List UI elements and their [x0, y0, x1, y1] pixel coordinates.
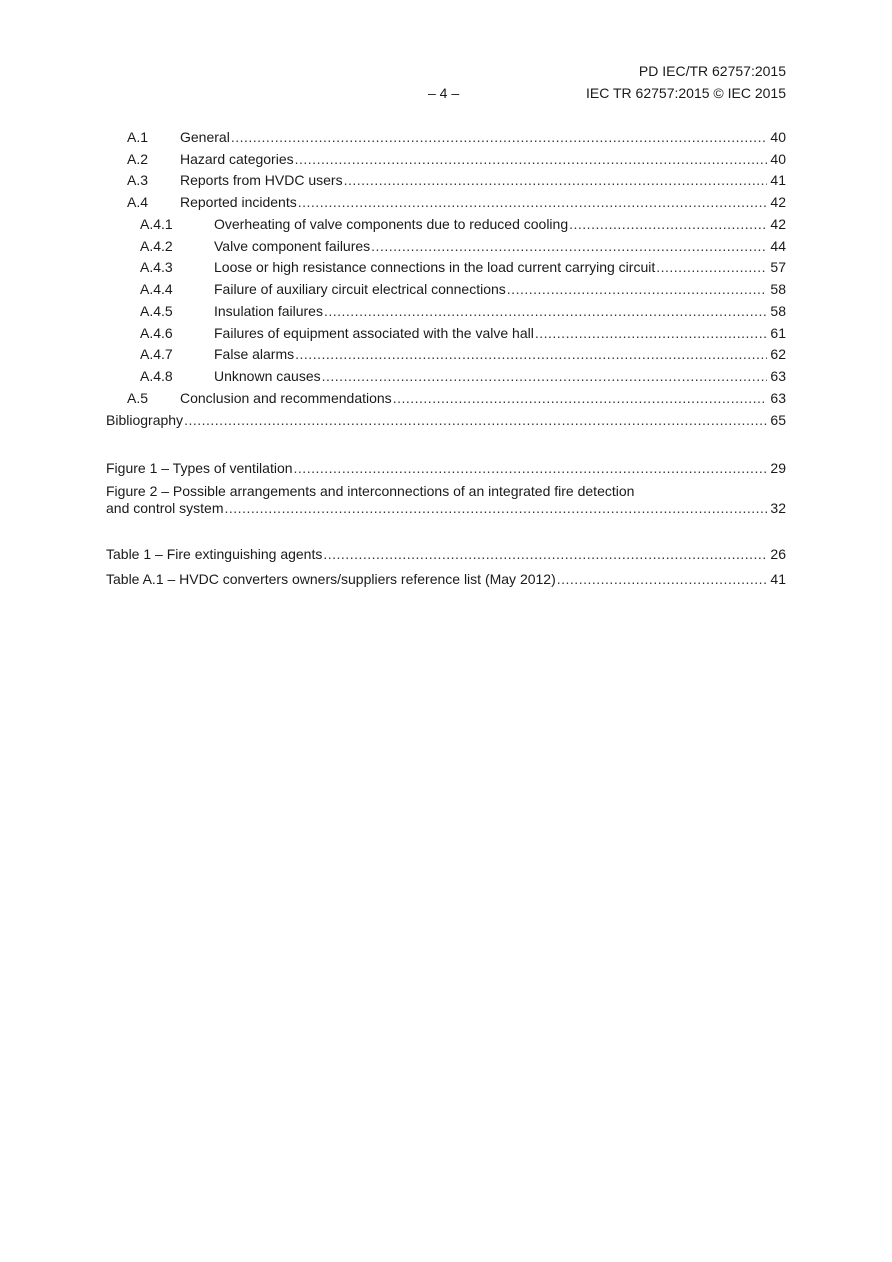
toc-number: A.1	[127, 128, 149, 145]
toc-leader	[656, 257, 767, 278]
toc-leader	[507, 279, 767, 300]
table-page: 41	[770, 570, 786, 587]
toc-number: A.4.6	[140, 324, 173, 341]
toc-leader	[322, 366, 767, 387]
toc-entry[interactable]	[106, 170, 786, 192]
figure-page: 32	[770, 500, 786, 517]
toc-leader	[344, 170, 767, 191]
toc-entry[interactable]	[106, 235, 786, 257]
toc-title: Failures of equipment associated with the valve hall	[214, 324, 534, 341]
toc-title: Valve component failures	[214, 237, 371, 254]
toc-page: 42	[770, 194, 786, 210]
toc-number: A.4.4	[140, 281, 173, 297]
toc-leader	[557, 569, 767, 590]
toc-page: 62	[770, 346, 786, 363]
toc-number: A.4.1	[140, 215, 173, 232]
table-title: Table A.1 – HVDC converters owners/suppliers reference list (May 2012)	[106, 570, 556, 587]
toc-entry[interactable]	[106, 191, 786, 213]
toc-entry[interactable]	[106, 278, 786, 300]
toc-leader	[225, 500, 768, 517]
toc-leader	[298, 192, 767, 213]
table-page: 26	[770, 546, 786, 562]
toc-page: 44	[770, 237, 786, 254]
toc-page: 41	[770, 172, 786, 189]
toc-number: A.2	[127, 150, 149, 167]
list-of-tables-entry[interactable]	[106, 543, 786, 565]
toc-leader	[569, 214, 767, 235]
toc-number: A.4.2	[140, 237, 173, 254]
toc-page: 57	[770, 259, 786, 276]
toc-leader	[371, 236, 767, 257]
toc-number: A.4.3	[140, 259, 173, 276]
toc-leader	[184, 410, 767, 431]
table-title: Table 1 – Fire extinguishing agents	[106, 546, 323, 562]
figure-title-line1: Figure 2 – Possible arrangements and interconnections of an integrated fire detection	[106, 483, 635, 500]
toc-title: Reported incidents	[180, 194, 297, 210]
toc-page: 40	[770, 150, 786, 167]
toc-entry[interactable]	[106, 257, 786, 279]
toc-leader	[323, 544, 767, 565]
list-of-figures-entry[interactable]	[106, 458, 786, 480]
toc-entry[interactable]	[106, 148, 786, 170]
toc-title: Unknown causes	[214, 368, 321, 384]
document-copyright: IEC TR 62757:2015 © IEC 2015	[586, 85, 786, 101]
toc-number: A.5	[127, 389, 149, 406]
toc-leader	[324, 301, 767, 322]
toc-title: Loose or high resistance connections in the load current carrying circuit	[214, 259, 656, 276]
toc-title: Hazard categories	[180, 150, 294, 167]
toc-leader	[231, 127, 767, 148]
toc-title: False alarms	[214, 346, 295, 363]
toc-title: Conclusion and recommendations	[180, 389, 392, 406]
table-of-contents	[106, 126, 786, 590]
list-of-figures-entry[interactable]	[106, 483, 786, 517]
figure-title: Figure 1 – Types of ventilation	[106, 460, 293, 477]
toc-number: A.4	[127, 194, 149, 210]
toc-title: Bibliography	[106, 411, 184, 428]
toc-title: Insulation failures	[214, 302, 323, 319]
toc-title: Reports from HVDC users	[180, 172, 343, 189]
section-gap	[106, 431, 786, 458]
toc-page: 63	[770, 389, 786, 406]
toc-leader	[535, 323, 767, 344]
toc-number: A.4.7	[140, 346, 173, 363]
toc-entry[interactable]	[106, 344, 786, 366]
toc-page: 63	[770, 368, 786, 384]
figure-page: 29	[770, 460, 786, 477]
toc-page: 65	[770, 411, 786, 428]
toc-number: A.4.8	[140, 368, 173, 384]
section-gap	[106, 521, 786, 543]
toc-entry[interactable]	[106, 322, 786, 344]
toc-title: General	[180, 128, 230, 145]
toc-page: 42	[770, 215, 786, 232]
toc-entry-bibliography[interactable]	[106, 409, 786, 431]
toc-page: 58	[770, 302, 786, 319]
toc-page: 40	[770, 128, 786, 145]
toc-entry[interactable]	[106, 300, 786, 322]
toc-leader	[295, 344, 767, 365]
toc-leader	[294, 458, 767, 479]
toc-title: Failure of auxiliary circuit electrical connections	[214, 281, 506, 297]
toc-number: A.4.5	[140, 302, 173, 319]
toc-page: 61	[770, 324, 786, 341]
toc-number: A.3	[127, 172, 149, 189]
toc-entry[interactable]	[106, 387, 786, 409]
toc-entry[interactable]	[106, 213, 786, 235]
toc-leader	[393, 388, 767, 409]
figure-title-line2: and control system	[106, 500, 224, 517]
page-number: – 4 –	[428, 85, 460, 101]
toc-entry[interactable]	[106, 126, 786, 148]
list-of-tables-entry[interactable]	[106, 568, 786, 590]
document-id: PD IEC/TR 62757:2015	[638, 63, 786, 79]
toc-page: 58	[770, 281, 786, 297]
toc-entry[interactable]	[106, 365, 786, 387]
toc-leader	[295, 149, 767, 170]
toc-title: Overheating of valve components due to reduced cooling	[214, 215, 569, 232]
